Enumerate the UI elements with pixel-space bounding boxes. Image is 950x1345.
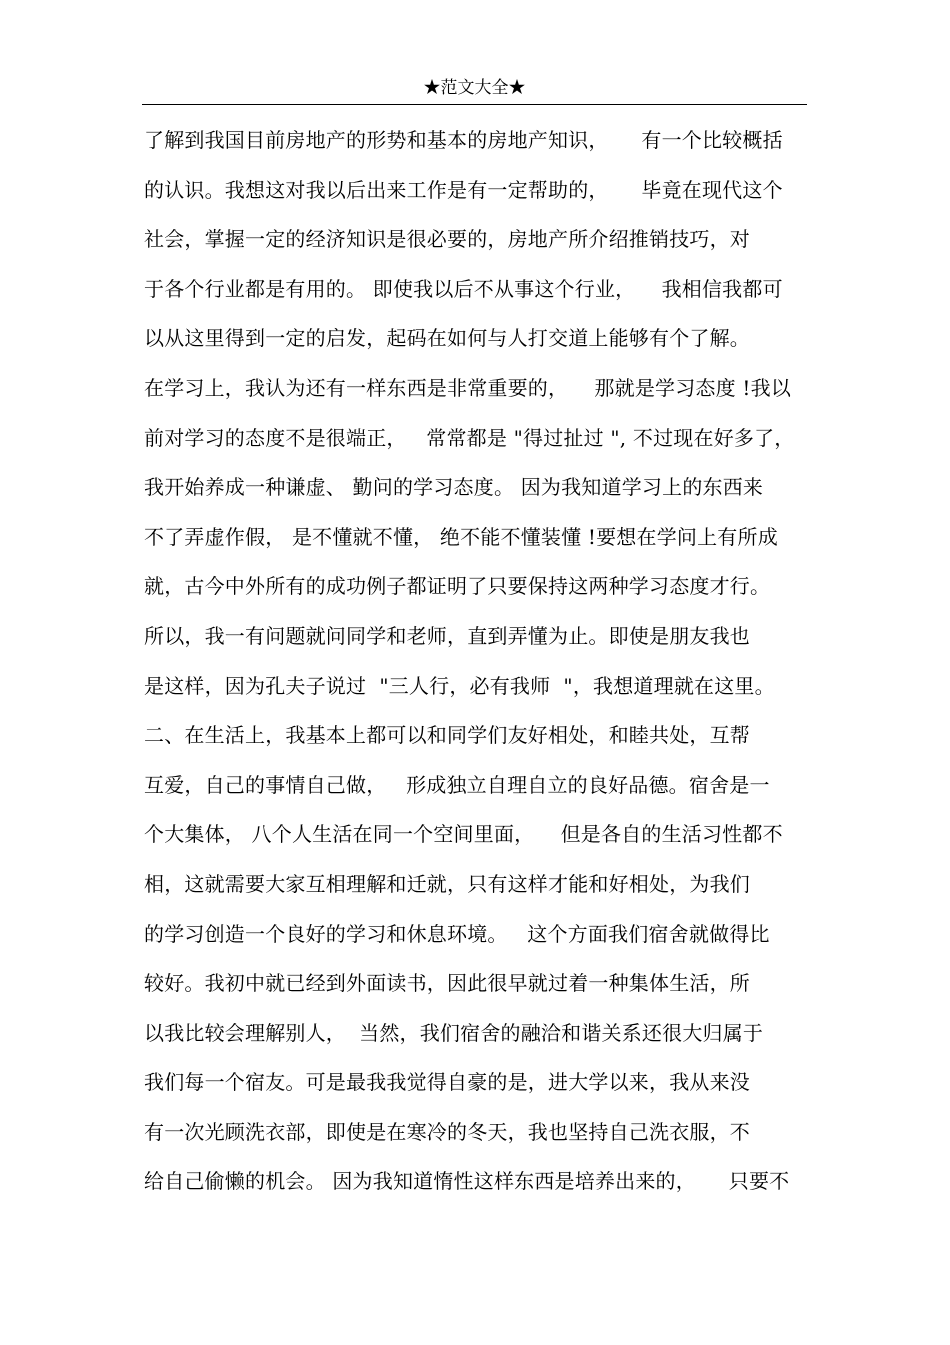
text-line: 在学习上，我认为还有一样东西是非常重要的， 那就是学习态度 !我以 (144, 375, 792, 400)
text-line: 二、在生活上，我基本上都可以和同学们友好相处，和睦共处，互帮 (144, 723, 750, 748)
text-line: 的认识。我想这对我以后出来工作是有一定帮助的， 毕竟在现代这个 (144, 177, 783, 202)
text-line: 所以，我一有问题就问同学和老师，直到弄懂为止。即使是朋友我也 (144, 623, 750, 648)
text-line: 于各个行业都是有用的。 即使我以后不从事这个行业， 我相信我都可 (144, 276, 783, 301)
text-line: 社会，掌握一定的经济知识是很必要的，房地产所介绍推销技巧，对 (144, 227, 750, 252)
text-line: 互爱，自己的事情自己做， 形成独立自理自立的良好品德。宿舍是一 (144, 772, 770, 797)
header-divider (142, 104, 807, 105)
text-line: 了解到我国目前房地产的形势和基本的房地产知识， 有一个比较概括 (144, 128, 783, 152)
text-line: 个大集体， 八个人生活在同一个空间里面， 但是各自的生活习性都不 (144, 822, 783, 847)
text-line: 就，古今中外所有的成功例子都证明了只要保持这两种学习态度才行。 (144, 574, 771, 599)
text-line: 以我比较会理解别人， 当然，我们宿舍的融洽和谐关系还很大归属于 (144, 1020, 764, 1045)
text-line: 有一次光顾洗衣部，即使是在寒冷的冬天，我也坚持自己洗衣服，不 (144, 1119, 750, 1144)
text-line: 的学习创造一个良好的学习和休息环境。 这个方面我们宿舍就做得比 (144, 921, 770, 946)
text-line: 相，这就需要大家互相理解和迁就，只有这样才能和好相处，为我们 (144, 871, 750, 896)
text-line: 以从这里得到一定的启发，起码在如何与人打交道上能够有个了解。 (144, 326, 750, 351)
text-line: 较好。我初中就已经到外面读书，因此很早就过着一种集体生活，所 (144, 971, 750, 996)
text-line: 是这样，因为孔夫子说过 "三人行，必有我师 "，我想道理就在这里。 (144, 673, 775, 698)
text-line: 前对学习的态度不是很端正， 常常都是 "得过扯过 ", 不过现在好多了， (144, 425, 795, 450)
page-header-title: ★范文大全★ (423, 78, 526, 98)
document-body (144, 116, 809, 1207)
text-line: 不了弄虚作假， 是不懂就不懂， 绝不能不懂装懂 !要想在学问上有所成 (144, 524, 778, 549)
text-line: 我们每一个宿友。可是最我我觉得自豪的是，进大学以来，我从来没 (144, 1070, 750, 1095)
text-line: 给自己偷懒的机会。 因为我知道惰性这样东西是培养出来的， 只要不 (144, 1169, 790, 1194)
text-line: 我开始养成一种谦虚、 勤问的学习态度。 因为我知道学习上的东西来 (144, 475, 764, 500)
